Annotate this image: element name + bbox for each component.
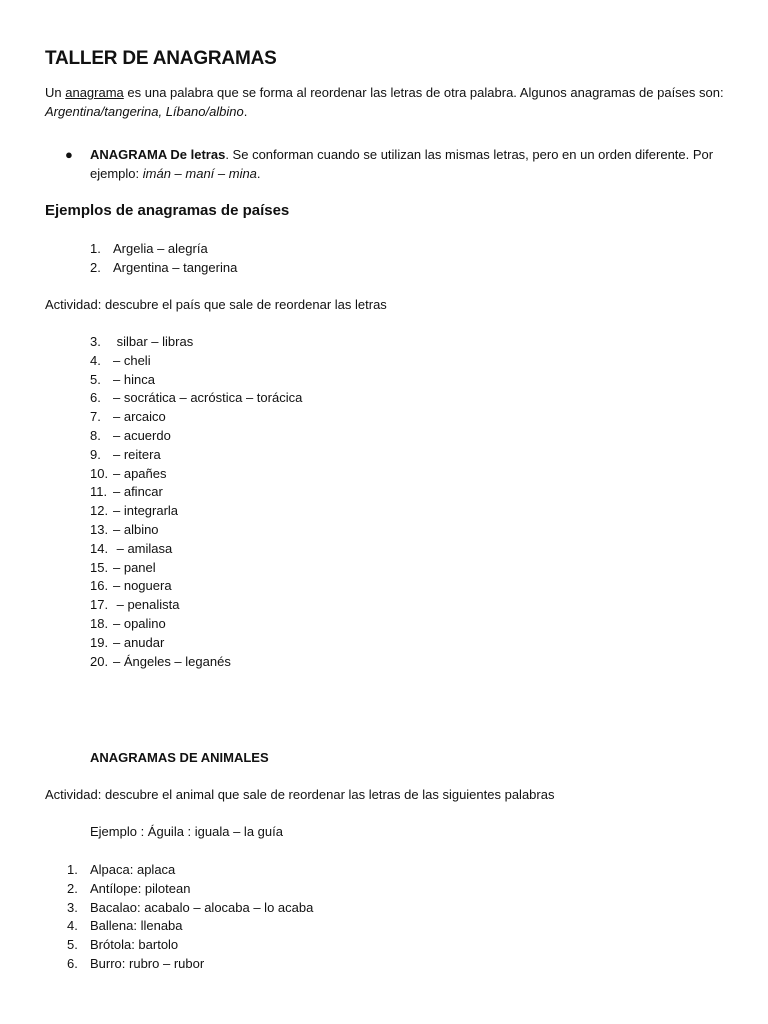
list-item-number: 19. (90, 634, 109, 650)
list-item-text: Argentina – tangerina (113, 259, 238, 275)
list-item-text: – apañes (113, 465, 167, 481)
list-item-text: – arcaico (113, 409, 166, 425)
list-item-number: 13. (90, 521, 109, 537)
list-item-number: 4. (90, 352, 101, 368)
list-item-text: – albino (113, 521, 159, 537)
bullet-text (90, 146, 740, 184)
list-item-text: – penalista (113, 597, 180, 613)
activity-animals: Actividad: descubre el animal que sale de reordenar las letras de las siguientes palabras (45, 787, 555, 802)
intro-examples: Argentina/tangerina, Líbano/albino (45, 103, 244, 119)
list-item-text: – noguera (113, 578, 172, 594)
intro-pre: Un (45, 85, 66, 100)
list-item-number: 15. (90, 559, 109, 575)
bullet-body: . Se conforman cuando se utilizan las mismas letras, pero en un orden diferente. Por ejemplo: (90, 147, 714, 181)
list-item-text: Burro: rubro – rubor (90, 955, 205, 971)
list-item-text: – socrática – acróstica – torácica (113, 390, 303, 406)
activity-countries: Actividad: descubre el país que sale de reordenar las letras (45, 297, 387, 312)
list-item-number: 20. (90, 653, 109, 669)
intro-post: es una palabra que se forma al reordenar las letras de otra palabra. Algunos anagramas de países son: (123, 85, 724, 100)
list-item-number: 4. (67, 918, 78, 934)
list-item-number: 1. (67, 862, 78, 877)
list-item-text: – amilasa (113, 540, 173, 556)
list-item-text: Bacalao: acabalo – alocaba – lo acaba (90, 899, 314, 915)
list-item-text: Antílope: pilotean (90, 880, 191, 896)
list-item-number: 10. (90, 465, 109, 481)
list-item-number: 8. (90, 427, 101, 443)
list-item-number: 11. (90, 484, 108, 500)
list-item-number: 16. (90, 578, 109, 594)
anagrama-term: anagrama (65, 85, 124, 100)
list-item-number: 12. (90, 503, 109, 519)
list-item-number: 2. (90, 259, 101, 275)
countries-heading: Ejemplos de anagramas de países (45, 202, 290, 219)
list-item-text: Argelia – alegría (113, 241, 208, 256)
list-item-text: – anudar (113, 634, 165, 650)
bullet-example: imán – maní – mina (142, 165, 257, 181)
list-item-number: 5. (90, 371, 101, 387)
list-item-number: 6. (67, 955, 78, 971)
list-item-number: 3. (90, 334, 101, 349)
list-item-text: – acuerdo (113, 427, 171, 443)
list-item-number: 17. (90, 597, 109, 613)
list-item-number: 18. (90, 615, 109, 631)
bullet-dot-icon: ● (65, 147, 73, 162)
list-item-text: – integrarla (113, 503, 179, 519)
list-item-text: – opalino (113, 615, 166, 631)
list-item-number: 3. (67, 899, 78, 915)
list-item-text: – cheli (113, 352, 151, 368)
list-item-number: 6. (90, 390, 101, 406)
list-item-text: – Ángeles – leganés (113, 653, 231, 669)
animals-heading: ANAGRAMAS DE ANIMALES (90, 750, 269, 765)
intro-end: . (243, 103, 248, 119)
bullet-end: . (256, 165, 261, 181)
list-item-text: Alpaca: aplaca (90, 862, 176, 877)
list-item-text: – panel (113, 559, 156, 575)
list-item-number: 7. (90, 409, 101, 425)
list-item-number: 14. (90, 540, 109, 556)
list-item-text: – hinca (113, 371, 155, 387)
list-item-text: – afincar (113, 484, 163, 500)
list-item-text: silbar – libras (113, 334, 194, 349)
list-item-number: 2. (67, 880, 78, 896)
list-item-text: – reitera (113, 446, 161, 462)
list-item-number: 5. (67, 937, 78, 953)
list-item-text: Brótola: bartolo (90, 937, 179, 953)
list-item-text: Ballena: llenaba (90, 918, 183, 934)
list-item-number: 1. (90, 241, 101, 256)
page-title: TALLER DE ANAGRAMAS (45, 48, 277, 69)
bullet-bold: ANAGRAMA De letras (90, 147, 226, 162)
intro-paragraph (45, 84, 725, 122)
list-item-number: 9. (90, 446, 101, 462)
animals-example: Ejemplo : Águila : iguala – la guía (90, 824, 283, 839)
